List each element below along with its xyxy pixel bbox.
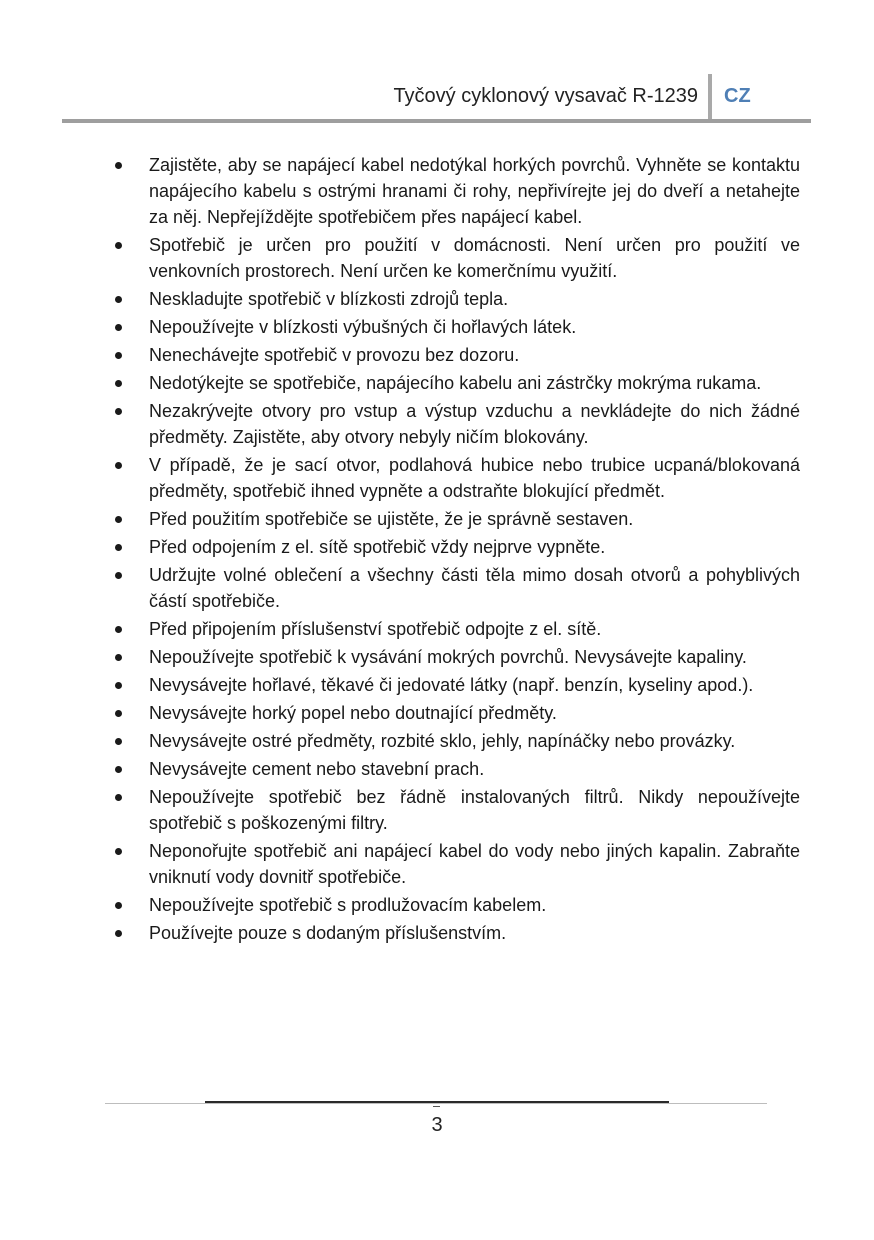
list-item [112, 756, 800, 782]
bullet-icon [115, 682, 122, 689]
bullet-icon [115, 930, 122, 937]
bullet-icon [115, 380, 122, 387]
list-item [112, 152, 800, 230]
list-item-text: Nevysávejte ostré předměty, rozbité sklo, jehly, napínáčky nebo provázky. [149, 731, 736, 751]
list-item [112, 838, 800, 890]
list-item [112, 700, 800, 726]
list-item-text: Nevysávejte horký popel nebo doutnající předměty. [149, 703, 557, 723]
list-item-text: Nevysávejte hořlavé, těkavé či jedovaté látky (např. benzín, kyseliny apod.). [149, 675, 754, 695]
list-item-text: Používejte pouze s dodaným příslušenstvím. [149, 923, 507, 943]
bullet-icon [115, 572, 122, 579]
list-item-text: Nenechávejte spotřebič v provozu bez dozoru. [149, 345, 520, 365]
bullet-icon [115, 738, 122, 745]
page-header [0, 0, 874, 130]
safety-instructions [112, 152, 800, 948]
list-item-text: V případě, že je sací otvor, podlahová hubice nebo trubice ucpaná/blokovaná předměty, spotřebič ihned vypněte a odstraňte blokující předmět. [149, 455, 800, 501]
bullet-icon [115, 710, 122, 717]
list-item [112, 534, 800, 560]
list-item [112, 232, 800, 284]
bullet-icon [115, 242, 122, 249]
bullet-icon [115, 794, 122, 801]
list-item-text: Zajistěte, aby se napájecí kabel nedotýkal horkých povrchů. Vyhněte se kontaktu napájecího kabelu s ostrými hranami či rohy, nepřivírejte jej do dveří a netahejte za něj. Nepřejíždějte spotřebičem přes napájecí kabel. [149, 155, 800, 227]
bullet-icon [115, 516, 122, 523]
bullet-icon [115, 324, 122, 331]
bullet-icon [115, 766, 122, 773]
list-item [112, 784, 800, 836]
bullet-icon [115, 162, 122, 169]
bullet-icon [115, 296, 122, 303]
bullet-icon [115, 544, 122, 551]
list-item-text: Nepoužívejte spotřebič s prodlužovacím kabelem. [149, 895, 547, 915]
bullet-icon [115, 626, 122, 633]
page-number: 3 [431, 1114, 443, 1136]
list-item [112, 370, 800, 396]
list-item-text: Neskladujte spotřebič v blízkosti zdrojů tepla. [149, 289, 509, 309]
list-item [112, 342, 800, 368]
list-item-text: Nedotýkejte se spotřebiče, napájecího kabelu ani zástrčky mokrýma rukama. [149, 373, 762, 393]
list-item [112, 616, 800, 642]
list-item [112, 644, 800, 670]
list-item [112, 506, 800, 532]
list-item [112, 452, 800, 504]
document-title: Tyčový cyklonový vysavač R-1239 [393, 85, 698, 107]
list-item-text: Před odpojením z el. sítě spotřebič vždy nejprve vypněte. [149, 537, 606, 557]
footer-mark [433, 1106, 440, 1107]
bullet-icon [115, 352, 122, 359]
list-item [112, 562, 800, 614]
footer-rule [105, 1103, 767, 1104]
list-item-text: Neponořujte spotřebič ani napájecí kabel do vody nebo jiných kapalin. Zabraňte vniknutí vody dovnitř spotřebiče. [149, 841, 800, 887]
list-item [112, 672, 800, 698]
bullet-icon [115, 848, 122, 855]
list-item-text: Před připojením příslušenství spotřebič odpojte z el. sítě. [149, 619, 602, 639]
list-item [112, 314, 800, 340]
language-badge: CZ [724, 85, 751, 107]
list-item [112, 920, 800, 946]
bullet-icon [115, 902, 122, 909]
list-item [112, 728, 800, 754]
bullet-icon [115, 654, 122, 661]
list-item-text: Před použitím spotřebiče se ujistěte, že je správně sestaven. [149, 509, 634, 529]
header-divider [708, 74, 712, 122]
list-item [112, 892, 800, 918]
bullet-icon [115, 462, 122, 469]
bullet-icon [115, 408, 122, 415]
list-item [112, 398, 800, 450]
list-item-text: Nepoužívejte v blízkosti výbušných či hořlavých látek. [149, 317, 577, 337]
list-item [112, 286, 800, 312]
list-item-text: Nevysávejte cement nebo stavební prach. [149, 759, 485, 779]
list-item-text: Spotřebič je určen pro použití v domácnosti. Není určen pro použití ve venkovních prostorech. Není určen ke komerčnímu využití. [149, 235, 800, 281]
list-item-text: Udržujte volné oblečení a všechny části těla mimo dosah otvorů a pohyblivých částí spotřebiče. [149, 565, 800, 611]
header-rule [62, 119, 811, 123]
list-item-text: Nepoužívejte spotřebič bez řádně instalovaných filtrů. Nikdy nepoužívejte spotřebič s poškozenými filtry. [149, 787, 800, 833]
list-item-text: Nepoužívejte spotřebič k vysávání mokrých povrchů. Nevysávejte kapaliny. [149, 647, 747, 667]
footer-rule-accent [205, 1101, 669, 1103]
safety-list [112, 152, 800, 946]
list-item-text: Nezakrývejte otvory pro vstup a výstup vzduchu a nevkládejte do nich žádné předměty. Zajistěte, aby otvory nebyly ničím blokovány. [149, 401, 800, 447]
